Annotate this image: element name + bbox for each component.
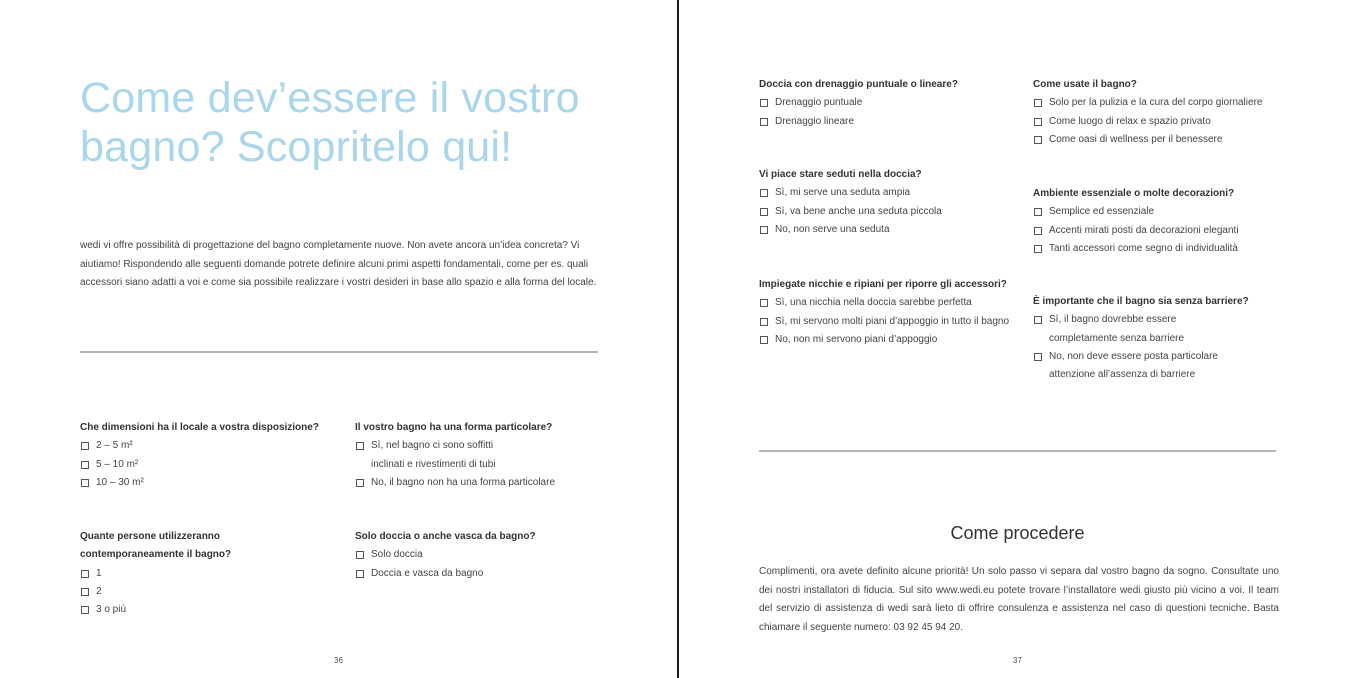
intro-paragraph: wedi vi offre possibilità di progettazione del bagno completamente nuove. Non avete ancora un’idea concreta? Vi aiutiamo! Rispondendo alle seguenti domande potrete definire alcuni primi aspetti fondamentali, come per es. quali accessori siano adatti a voi e come sia possibile realizzare i vostri desideri in base allo spazio e alla forma del locale. <box>80 240 597 289</box>
question-title-line2: contemporaneamente il bagno? <box>80 549 232 561</box>
option-continuation: inclinati e rivestimenti di tubi <box>371 458 496 470</box>
option[interactable]: No, non deve essere posta particolare <box>1033 348 1333 366</box>
option[interactable]: Come luogo di relax e spazio privato <box>1033 113 1333 131</box>
page-number: 37 <box>1013 656 1022 665</box>
checkbox[interactable] <box>1034 245 1042 253</box>
checkbox[interactable] <box>760 336 768 344</box>
checkbox[interactable] <box>81 570 89 578</box>
closing-paragraph: Complimenti, ora avete definito alcune priorità! Un solo passo vi separa dal vostro bagno da sogno. Consultate uno dei nostri installatori di fiducia. Sul sito www.wedi.eu potete trovare l’installatore wedi giusto più vicino a voi. Il team del servizio di assistenza di wedi sarà lieto di offrire consulenza e assistenza nel caso di questioni tecniche. Basta chiamare il seguente numero: 03 92 45 94 20. <box>759 566 1279 633</box>
option[interactable]: Semplice ed essenziale <box>1033 203 1333 221</box>
question-title: Quante persone utilizzeranno <box>80 531 221 542</box>
option[interactable]: Accenti mirati posti da decorazioni eleganti <box>1033 222 1333 240</box>
checkbox[interactable] <box>356 570 364 578</box>
left-page <box>0 0 677 678</box>
question-drainage <box>759 76 1029 131</box>
checkbox[interactable] <box>1034 208 1042 216</box>
right-page <box>679 0 1356 678</box>
option[interactable]: 2 – 5 m² <box>80 437 350 455</box>
checkbox[interactable] <box>760 299 768 307</box>
option[interactable]: Sì, va bene anche una seduta piccola <box>759 203 1029 221</box>
checkbox[interactable] <box>1034 99 1042 107</box>
checkbox[interactable] <box>356 442 364 450</box>
checkbox[interactable] <box>1034 353 1042 361</box>
option[interactable]: Solo per la pulizia e la cura del corpo giornaliere <box>1033 94 1333 112</box>
question-title: Impiegate nicchie e ripiani per riporre gli accessori? <box>759 279 1007 290</box>
option[interactable]: 2 <box>80 583 350 601</box>
checkbox[interactable] <box>81 442 89 450</box>
checkbox[interactable] <box>760 226 768 234</box>
question-title: Il vostro bagno ha una forma particolare? <box>355 422 553 433</box>
option[interactable]: Tanti accessori come segno di individualità <box>1033 240 1333 258</box>
checkbox[interactable] <box>81 606 89 614</box>
option[interactable]: No, il bagno non ha una forma particolare <box>355 474 615 492</box>
page-number: 36 <box>334 656 343 665</box>
option-continuation: attenzione all’assenza di barriere <box>1049 369 1196 381</box>
question-title: Vi piace stare seduti nella doccia? <box>759 169 922 180</box>
question-title: Doccia con drenaggio puntuale o lineare? <box>759 79 958 90</box>
page-title: Come dev’essere il vostro bagno? Scopritelo qui! <box>80 74 580 171</box>
question-shower-or-bath <box>355 528 615 583</box>
checkbox[interactable] <box>356 479 364 487</box>
question-usage <box>1033 76 1333 149</box>
question-title: Che dimensioni ha il locale a vostra disposizione? <box>80 422 319 433</box>
checkbox[interactable] <box>1034 316 1042 324</box>
question-people <box>80 528 350 619</box>
checkbox[interactable] <box>760 118 768 126</box>
question-barrier-free <box>1033 293 1333 384</box>
option[interactable]: No, non mi servono piani d’appoggio <box>759 331 1029 349</box>
checkbox[interactable] <box>760 189 768 197</box>
option[interactable]: Sì, il bagno dovrebbe essere <box>1033 311 1333 329</box>
checkbox[interactable] <box>356 551 364 559</box>
option[interactable]: No, non serve una seduta <box>759 221 1029 239</box>
checkbox[interactable] <box>760 99 768 107</box>
option[interactable]: Sì, una nicchia nella doccia sarebbe perfetta <box>759 294 1029 312</box>
option[interactable]: 3 o più <box>80 601 350 619</box>
question-room-shape <box>355 419 615 492</box>
question-room-size <box>80 419 350 492</box>
checkbox[interactable] <box>760 208 768 216</box>
question-niches <box>759 276 1029 349</box>
question-seating <box>759 166 1029 239</box>
question-title: Come usate il bagno? <box>1033 79 1137 90</box>
option[interactable]: 5 – 10 m² <box>80 456 350 474</box>
section-title: Come procedere <box>950 523 1085 543</box>
question-title: È importante che il bagno sia senza barriere? <box>1033 296 1249 307</box>
option[interactable]: Doccia e vasca da bagno <box>355 565 615 583</box>
option[interactable]: Drenaggio lineare <box>759 113 1029 131</box>
divider <box>759 450 1276 452</box>
checkbox[interactable] <box>760 318 768 326</box>
option[interactable]: Sì, mi serve una seduta ampia <box>759 184 1029 202</box>
option[interactable]: 1 <box>80 565 350 583</box>
checkbox[interactable] <box>1034 136 1042 144</box>
question-title: Ambiente essenziale o molte decorazioni? <box>1033 188 1235 199</box>
option[interactable]: Sì, nel bagno ci sono soffitti <box>355 437 615 455</box>
divider <box>80 351 598 353</box>
checkbox[interactable] <box>81 588 89 596</box>
checkbox[interactable] <box>81 479 89 487</box>
option[interactable]: 10 – 30 m² <box>80 474 350 492</box>
option[interactable]: Drenaggio puntuale <box>759 94 1029 112</box>
checkbox[interactable] <box>81 461 89 469</box>
option[interactable]: Come oasi di wellness per il benessere <box>1033 131 1333 149</box>
question-decoration <box>1033 185 1333 258</box>
checkbox[interactable] <box>1034 118 1042 126</box>
option-continuation: completamente senza barriere <box>1049 332 1185 344</box>
option[interactable]: Sì, mi servono molti piani d’appoggio in tutto il bagno <box>759 313 1029 331</box>
option[interactable]: Solo doccia <box>355 546 615 564</box>
checkbox[interactable] <box>1034 227 1042 235</box>
question-title: Solo doccia o anche vasca da bagno? <box>355 531 536 542</box>
